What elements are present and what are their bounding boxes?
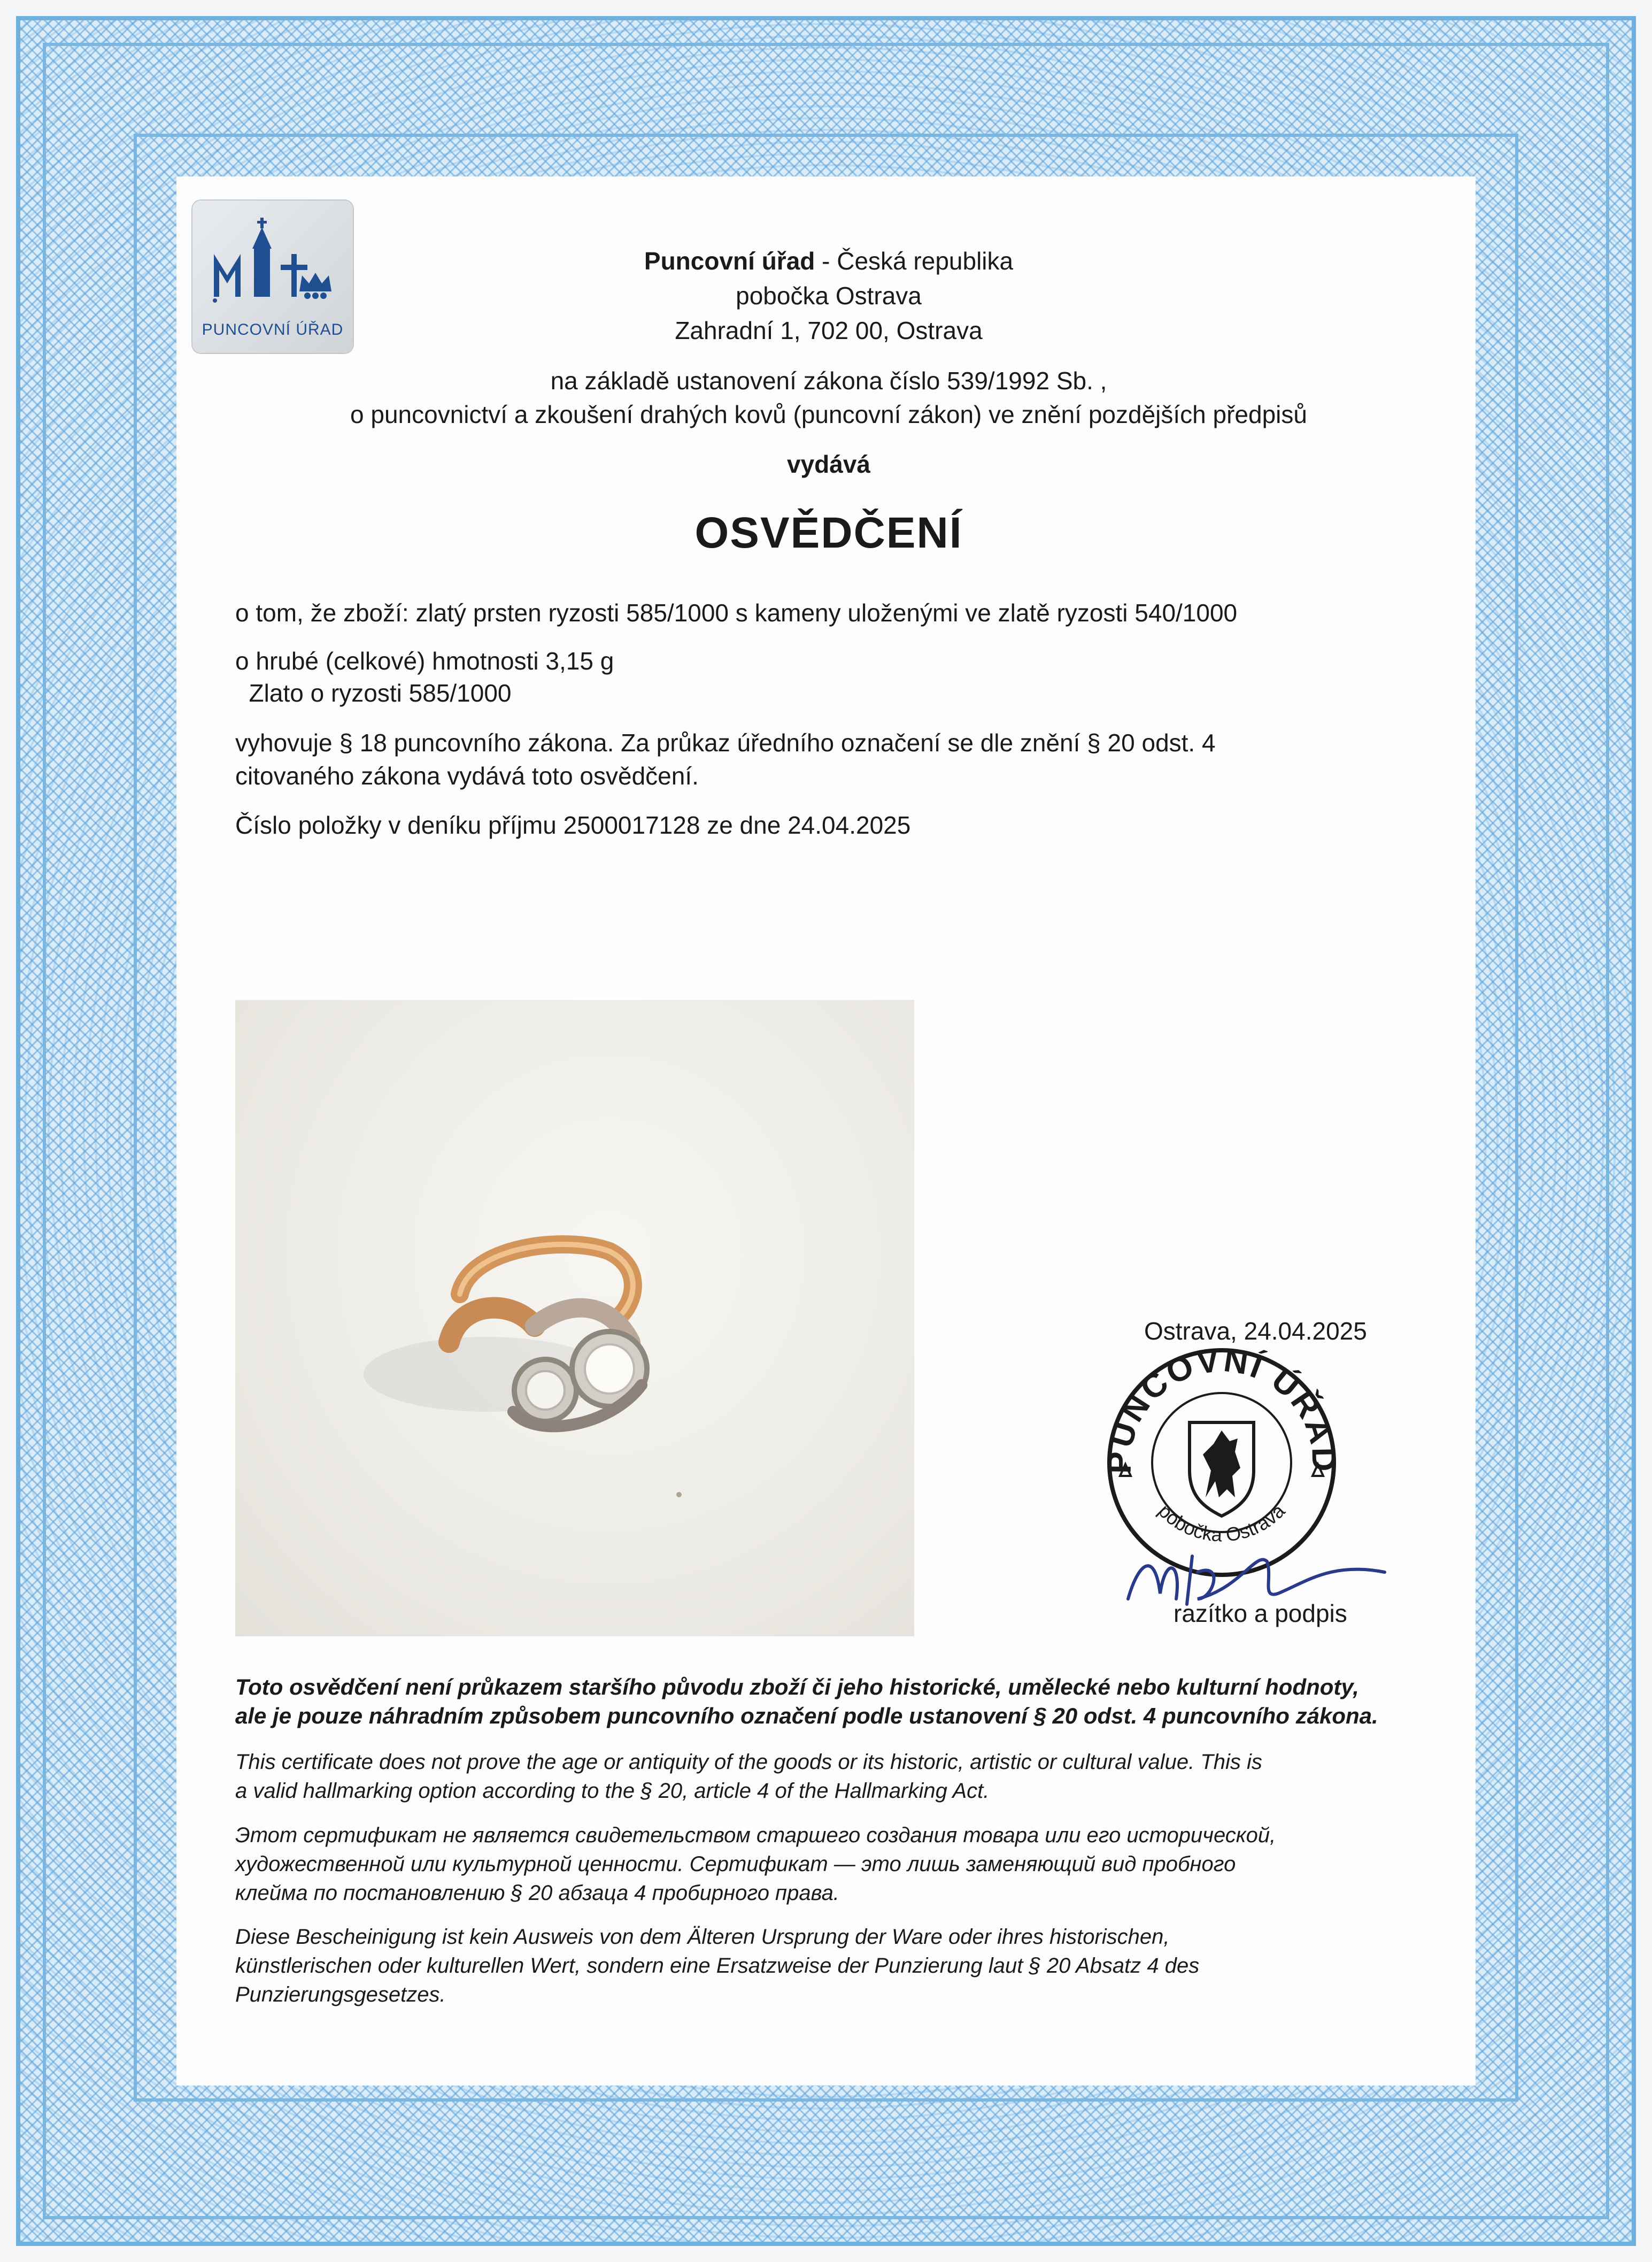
gold-fineness-line: Zlato o ryzosti 585/1000 xyxy=(235,679,512,707)
disclaimer-de xyxy=(235,1922,1433,2009)
disclaimer-ru-line: Этот сертификат не является свидетельством старшего создания товара или его исторической, xyxy=(235,1824,1276,1847)
record-number-line: Číslo položky v deníku příjmu 2500017128 ze dne 24.04.2025 xyxy=(235,811,911,839)
weight-line: o hrubé (celkové) hmotnosti 3,15 g xyxy=(235,647,614,675)
disclaimer-en xyxy=(235,1748,1433,1805)
goods-line: o tom, že zboží: zlatý prsten ryzosti 585/1000 s kameny uloženými ve zlatě ryzosti 540/1000 xyxy=(235,599,1238,627)
ring-photo xyxy=(235,1000,914,1636)
disclaimer-ru xyxy=(235,1821,1433,1907)
disclaimer-de-line: Diese Bescheinigung ist kein Ausweis von dem Älteren Ursprung der Ware oder ihres historischen, xyxy=(235,1925,1170,1949)
issuer-name-bold: Puncovní úřad xyxy=(644,247,815,275)
issuer-name-rest: - Česká republika xyxy=(815,247,1014,275)
ring-icon xyxy=(235,1000,914,1636)
issuer-name xyxy=(267,245,1390,277)
disclaimer-ru-line: художественной или культурной ценности. Сертификат — это лишь заменяющий вид пробного xyxy=(235,1852,1236,1876)
compliance-line2: citovaného zákona vydává toto osvědčení. xyxy=(235,762,699,790)
issuer-branch: pobočka Ostrava xyxy=(736,282,922,310)
issues-label: vydává xyxy=(786,450,870,478)
disclaimer-de-line: Punzierungsgesetzes. xyxy=(235,1983,446,2006)
disclaimer-en-line: This certificate does not prove the age or antiquity of the goods or its historic, artistic or cultural value. This is xyxy=(235,1750,1262,1774)
logo-label: PUNCOVNÍ ÚŘAD xyxy=(202,321,344,338)
stamp-ring-text-top: PUNCOVNÍ ÚŘAD xyxy=(1101,1341,1342,1474)
stamp-place-date: Ostrava, 24.04.2025 xyxy=(1144,1317,1367,1345)
disclaimer-cs-line: ale je pouze náhradním způsobem puncovního označení podle ustanovení § 20 odst. 4 puncovního zákona. xyxy=(235,1703,1378,1728)
disclaimer-de-line: künstlerischen oder kulturellen Wert, sondern eine Ersatzweise der Punzierung laut § 20 Absatz 4 des xyxy=(235,1954,1200,1978)
disclaimer-cs-line: Toto osvědčení není průkazem staršího původu zboží či jeho historické, umělecké nebo kulturní hodnoty, xyxy=(235,1674,1359,1699)
certificate-title: OSVĚDČENÍ xyxy=(694,509,963,557)
compliance-line1: vyhovuje § 18 puncovního zákona. Za průkaz úředního označení se dle znění § 20 odst. 4 xyxy=(235,729,1216,757)
disclaimer-cs xyxy=(235,1673,1433,1730)
stamp-ring-text-bottom: pobočka Ostrava xyxy=(1154,1499,1290,1546)
disclaimer-ru-line: клейма по постановлению § 20 абзаца 4 пробирного права. xyxy=(235,1881,839,1905)
svg-text:pobočka Ostrava xyxy=(1154,1499,1290,1546)
disclaimer-en-line: a valid hallmarking option according to the § 20, article 4 of the Hallmarking Act. xyxy=(235,1779,990,1803)
legal-basis-line1: na základě ustanovení zákona číslo 539/1992 Sb. , xyxy=(550,367,1107,395)
legal-basis-line2: o puncovnictví a zkoušení drahých kovů (puncovní zákon) ve znění pozdějších předpisů xyxy=(350,401,1307,428)
issuer-address: Zahradní 1, 702 00, Ostrava xyxy=(675,317,983,344)
stamp-signature-label: razítko a podpis xyxy=(1174,1599,1347,1627)
czech-coat-of-arms-icon xyxy=(1190,1422,1254,1516)
